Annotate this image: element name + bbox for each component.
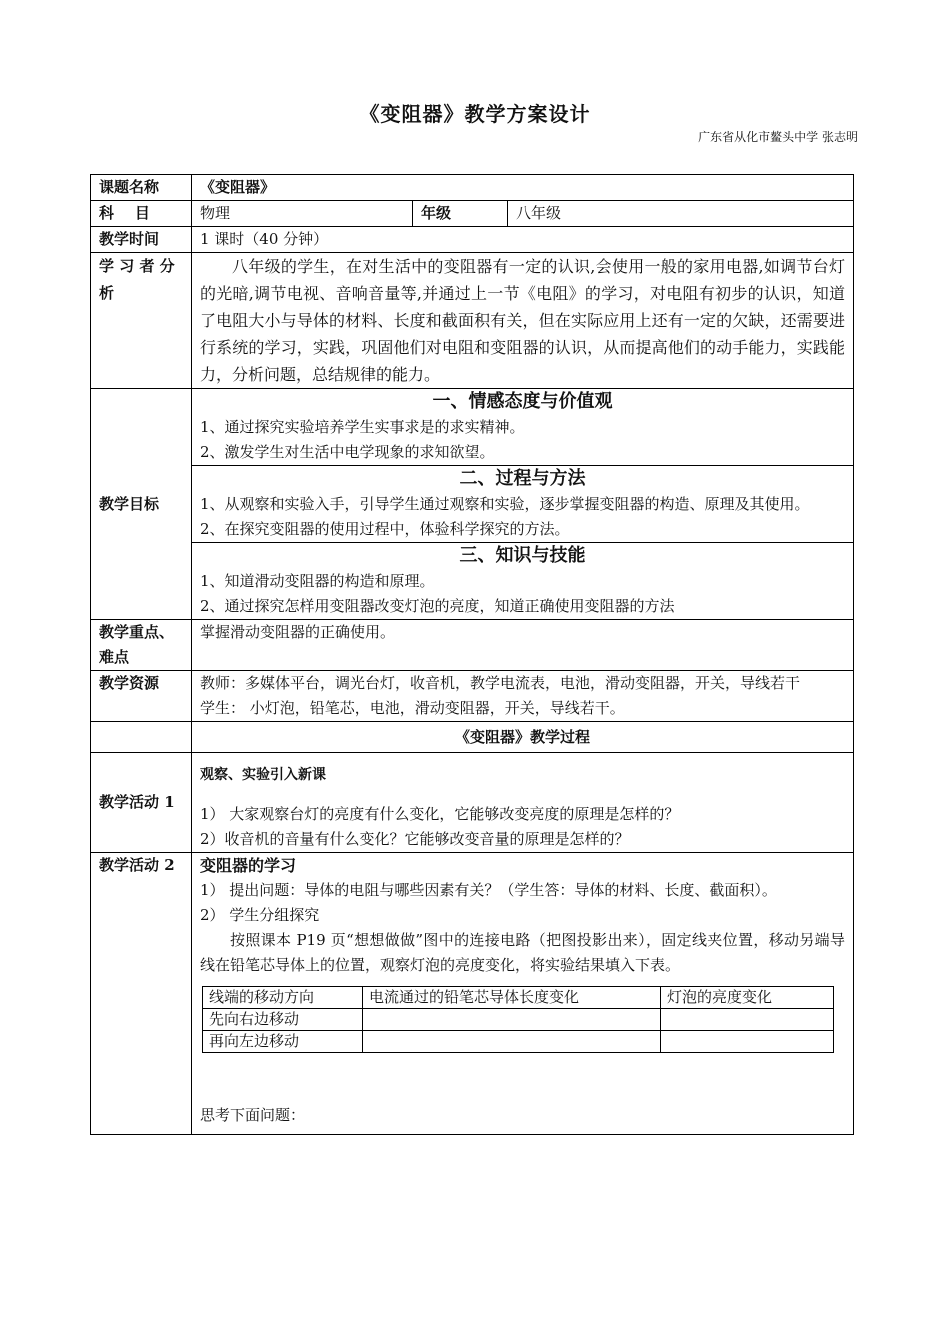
page-title: 《变阻器》教学方案设计 <box>359 102 591 126</box>
goals-row-3 <box>91 543 854 620</box>
result-table-row <box>203 1009 834 1031</box>
result-cell: 再向左边移动 <box>203 1031 363 1053</box>
activity1-label: 教学活动 1 <box>91 753 192 853</box>
goals-item: 2、通过探究怎样用变阻器改变灯泡的亮度，知道正确使用变阻器的方法 <box>200 597 675 615</box>
goals-item: 1、知道滑动变阻器的构造和原理。 <box>200 572 435 590</box>
goals-row-1 <box>91 389 854 466</box>
activity1-item: 2）收音机的音量有什么变化？它能够改变音量的原理是怎样的？ <box>200 830 630 848</box>
result-header-cell: 灯泡的亮度变化 <box>661 987 834 1009</box>
result-table <box>202 986 834 1053</box>
goals-row-2 <box>91 466 854 543</box>
resources-student: 学生： 小灯泡，铅笔芯，电池，滑动变阻器，开关，导线若干。 <box>200 699 625 717</box>
activity2-question-1: 1） 提出问题：导体的电阻与哪些因素有关？（学生答：导体的材料、长度、截面积）。 <box>200 881 777 899</box>
result-cell: 先向右边移动 <box>203 1009 363 1031</box>
goals-section-2 <box>192 466 854 543</box>
topic-label: 课题名称 <box>91 175 192 201</box>
topic-row <box>91 175 854 201</box>
result-table-row <box>203 1031 834 1053</box>
process-heading: 《变阻器》教学过程 <box>192 722 854 753</box>
goals-section-3 <box>192 543 854 620</box>
goals-item: 2、激发学生对生活中电学现象的求知欲望。 <box>200 443 495 461</box>
activity2-heading: 变阻器的学习 <box>200 856 297 875</box>
author-line: 广东省从化市鳌头中学 张志明 <box>698 130 858 144</box>
topic-value: 《变阻器》 <box>192 175 854 201</box>
learner-text: 八年级的学生，在对生活中的变阻器有一定的认识,会使用一般的家用电器,如调节台灯的光暗,调节电视、音响音量等,并通过上一节《电阻》的学习，对电阻有初步的认识，知道了电阻大小与导体的材料、长度和截面积有关，但在实际应用上还有一定的欠缺，还需要进行系统的学习，实践，巩固他们对电阻和变阻器的认识，从而提高他们的动手能力，实践能力，分析问题，总结规律的能力。 <box>200 257 845 384</box>
subject-row <box>91 201 854 227</box>
time-row <box>91 227 854 253</box>
keypoints-label: 教学重点、难点 <box>91 620 192 671</box>
result-header-cell: 电流通过的铅笔芯导体长度变化 <box>363 987 661 1009</box>
time-value: 1 课时（40 分钟） <box>192 227 854 253</box>
learner-row <box>91 253 854 389</box>
goals-item: 1、从观察和实验入手，引导学生通过观察和实验，逐步掌握变阻器的构造、原理及其使用。 <box>200 495 810 513</box>
activity2-think: 思考下面问题： <box>200 1106 306 1124</box>
process-heading-row <box>91 722 854 753</box>
activity1-heading: 观察、实验引入新课 <box>200 767 326 783</box>
goals-section-1 <box>192 389 854 466</box>
goals-item: 2、在探究变阻器的使用过程中，体验科学探究的方法。 <box>200 520 570 538</box>
resources-row <box>91 671 854 722</box>
result-cell <box>363 1009 661 1031</box>
grade-label: 年级 <box>413 201 508 227</box>
resources-label: 教学资源 <box>91 671 192 722</box>
goals-item: 1、通过探究实验培养学生实事求是的求实精神。 <box>200 418 525 436</box>
activity1-cell <box>192 753 854 853</box>
goals-label: 教学目标 <box>91 389 192 620</box>
subject-value: 物理 <box>192 201 413 227</box>
result-cell <box>661 1009 834 1031</box>
learner-label: 学 习 者 分析 <box>91 253 192 389</box>
result-cell <box>661 1031 834 1053</box>
goals-heading-2: 二、过程与方法 <box>459 468 586 489</box>
activity1-row <box>91 753 854 853</box>
activity1-item: 1） 大家观察台灯的亮度有什么变化，它能够改变亮度的原理是怎样的？ <box>200 805 680 823</box>
goals-heading-3: 三、知识与技能 <box>459 545 586 566</box>
activity2-cell <box>192 853 854 1135</box>
result-header-cell: 线端的移动方向 <box>203 987 363 1009</box>
result-cell <box>363 1031 661 1053</box>
time-label: 教学时间 <box>91 227 192 253</box>
goals-heading-1: 一、情感态度与价值观 <box>432 391 613 412</box>
keypoints-value: 掌握滑动变阻器的正确使用。 <box>192 620 854 671</box>
result-table-header <box>203 987 834 1009</box>
resources-teacher: 教师：多媒体平台，调光台灯，收音机，教学电流表，电池，滑动变阻器，开关，导线若干 <box>200 674 801 692</box>
resources-cell <box>192 671 854 722</box>
activity2-question-2: 2） 学生分组探究 <box>200 906 320 924</box>
activity2-paragraph: 按照课本 P19 页“想想做做”图中的连接电路（把图投影出来），固定线夹位置，移动另端导线在铅笔芯导体上的位置，观察灯泡的亮度变化，将实验结果填入下表。 <box>200 931 845 974</box>
subject-label: 科 目 <box>91 201 192 227</box>
empty-cell <box>91 722 192 753</box>
keypoints-row <box>91 620 854 671</box>
grade-value: 八年级 <box>508 201 854 227</box>
lesson-plan-table <box>90 174 854 1135</box>
activity2-row <box>91 853 854 1135</box>
learner-cell <box>192 253 854 389</box>
activity2-label: 教学活动 2 <box>91 853 192 1135</box>
